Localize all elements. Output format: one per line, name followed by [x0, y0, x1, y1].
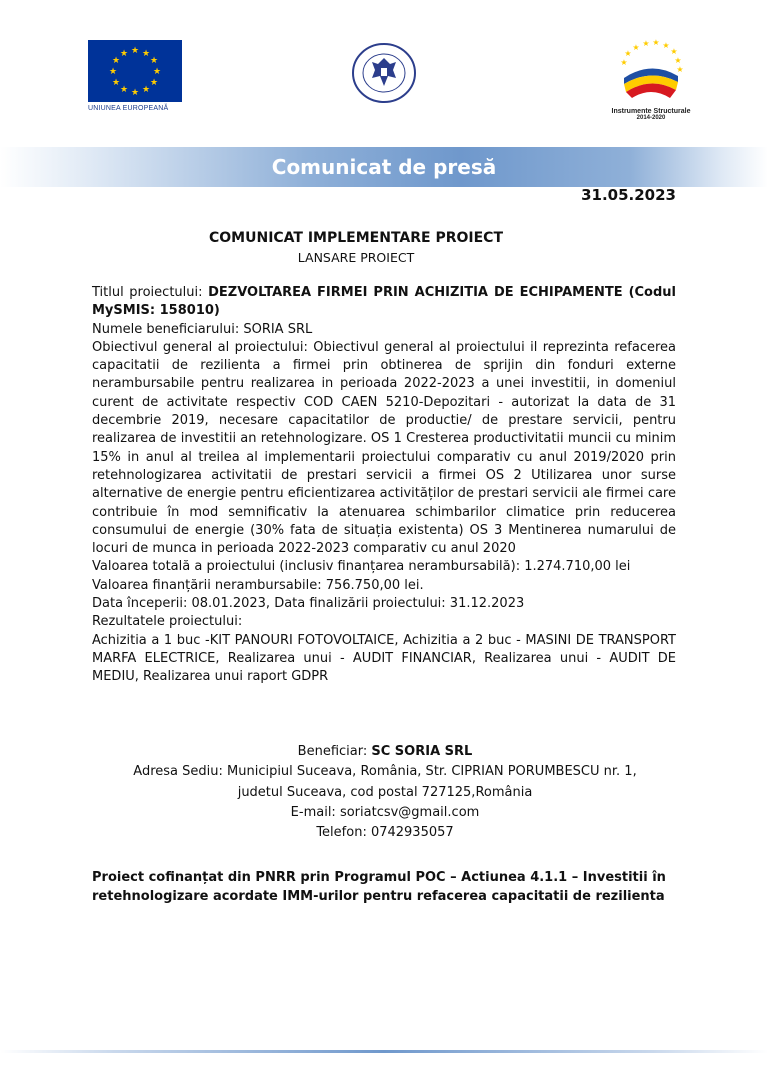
eu-caption: UNIUNEA EUROPEANĂ	[88, 105, 169, 112]
total-value: Valoarea totală a proiectului (inclusiv finanțarea nerambursabilă): 1.274.710,00 lei	[92, 559, 631, 575]
press-release-banner	[0, 147, 768, 187]
document-heading: COMUNICAT IMPLEMENTARE PROIECT	[209, 230, 503, 246]
structural-instruments-years: 2014-2020	[636, 115, 666, 121]
contact-beneficiary-name: SC SORIA SRL	[371, 744, 473, 759]
contact-email: E-mail: soriatcsv@gmail.com	[290, 804, 480, 820]
document-subheading: LANSARE PROIECT	[297, 250, 415, 265]
banner-title: Comunicat de presă	[271, 155, 497, 179]
svg-text:★: ★	[642, 39, 650, 48]
eu-flag-icon	[88, 40, 182, 102]
svg-text:★: ★	[674, 56, 682, 65]
bottom-divider	[0, 1050, 768, 1053]
contact-address-line1: Adresa Sediu: Municipiul Suceava, România, Str. CIPRIAN PORUMBESCU nr. 1,	[133, 764, 637, 780]
svg-text:★: ★	[130, 88, 140, 98]
svg-text:★: ★	[141, 49, 151, 59]
contact-address-line2: judetul Suceava, cod postal 727125,România	[237, 784, 533, 800]
results-label: Rezultatele proiectului:	[92, 614, 243, 630]
svg-text:★: ★	[119, 85, 129, 95]
project-dates: Data începerii: 08.01.2023, Data finalizării proiectului: 31.12.2023	[92, 596, 525, 612]
svg-text:★: ★	[670, 47, 678, 56]
svg-text:★: ★	[111, 78, 121, 88]
project-title-label: Titlul proiectului:	[92, 285, 209, 300]
structural-instruments-icon	[606, 38, 696, 102]
svg-text:★: ★	[662, 41, 670, 50]
structural-instruments-logo	[596, 38, 706, 121]
contact-beneficiary-label: Beneficiar:	[297, 744, 372, 759]
project-details	[92, 284, 676, 687]
project-objective: Obiectivul general al proiectului: Obiectivul general al proiectului il reprezinta refacerea capacitatii de rezilienta a firmei prin obtinerea de sprijin din fonduri externe nerambursabile pentru realizarea in perioada 2022-2023 a unei investitii, in domeniul curent de activitate respectiv COD CAEN 5210-Depozitari - autorizat la data de 31 decembrie 2019, necesare capacitatilor de productie/ de prestare servicii, pentru realizarea de investitii an retehnologizare. OS 1 Cresterea productivitatii muncii cu minim 15% in anul al treilea al implementarii proiectului comparativ cu anul 2019/2020 prin retehnologizarea activitatii de prestari servicii a firmei OS 2 Utilizarea unor surse alternative de energie pentru eficientizarea activităților de prestari servicii ale firmei care contribuie în mod semnificativ la atenuarea schimbarilor climatice prin reducerea consumului de energie (30% fata de situația existenta) OS 3 Mentinerea numarului de locuri de munca in perioada 2022-2023 comparativ cu anul 2020	[92, 339, 676, 557]
svg-text:★: ★	[119, 49, 129, 59]
beneficiary-line: Numele beneficiarului: SORIA SRL	[92, 321, 313, 337]
svg-text:★: ★	[152, 67, 162, 77]
svg-text:★: ★	[149, 56, 159, 66]
eu-logo	[88, 40, 184, 112]
grant-value: Valoarea finanțării nerambursabile: 756.750,00 lei.	[92, 577, 424, 593]
contact-beneficiary	[60, 742, 710, 762]
svg-text:★: ★	[676, 65, 684, 74]
svg-text:★: ★	[149, 78, 159, 88]
svg-text:★: ★	[624, 49, 632, 58]
project-title-value: DEZVOLTAREA FIRMEI PRIN ACHIZITIA DE ECHIPAMENTE (Codul MySMIS: 158010)	[92, 285, 677, 319]
contact-block	[60, 742, 710, 843]
svg-text:★: ★	[111, 56, 121, 66]
project-results: Achizitia a 1 buc -KIT PANOURI FOTOVOLTAICE, Achizitia a 2 buc - MASINI DE TRANSPORT MARFA ELECTRICE, Realizarea unui - AUDIT FINANCIAR, Realizarea unui - AUDIT DE MEDIU, Realizarea unui raport GDPR	[92, 632, 676, 685]
cofinancing-note: Proiect cofinanțat din PNRR prin Programul POC – Actiunea 4.1.1 – Investitii în retehnologizare acordate IMM-urilor pentru refacerea capacitatii de rezilienta	[92, 870, 666, 904]
svg-text:★: ★	[108, 67, 118, 77]
svg-text:★: ★	[632, 43, 640, 52]
coat-of-arms-icon	[350, 42, 418, 104]
project-title-line	[92, 284, 676, 321]
svg-text:★: ★	[620, 58, 628, 67]
svg-text:★: ★	[652, 38, 660, 47]
government-seal	[350, 42, 418, 108]
structural-instruments-caption: Instrumente Structurale	[611, 108, 691, 115]
contact-phone: Telefon: 0742935057	[316, 825, 454, 841]
svg-text:★: ★	[141, 85, 151, 95]
svg-text:★: ★	[130, 46, 140, 56]
release-date: 31.05.2023	[581, 186, 676, 204]
